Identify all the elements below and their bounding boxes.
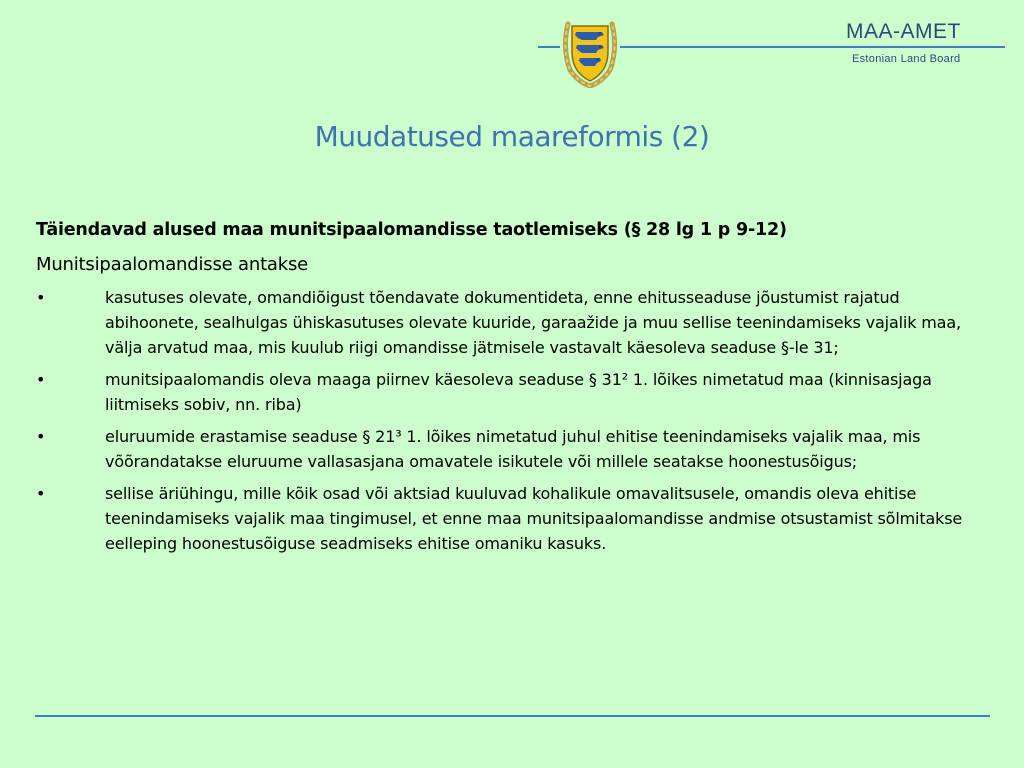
estonian-coat-of-arms-icon	[560, 18, 620, 88]
lead-text: Munitsipaalomandisse antakse	[36, 254, 309, 275]
list-item	[36, 367, 986, 417]
slide-title: Muudatused maareformis (2)	[314, 120, 710, 153]
list-item	[36, 424, 986, 474]
brand-name: MAA-AMET	[846, 20, 961, 43]
slide-content	[36, 220, 986, 563]
list-item	[36, 481, 986, 556]
bullet-icon: •	[36, 370, 46, 389]
bullet-icon: •	[36, 484, 46, 503]
bullet-text: munitsipaalomandis oleva maaga piirnev käesoleva seaduse § 31² 1. lõikes nimetatud maa (kinnisasjaga liitmiseks sobiv, nn. riba)	[105, 370, 932, 414]
bullet-list	[36, 285, 986, 556]
bullet-text: kasutuses olevate, omandiõigust tõendavate dokumentideta, enne ehitusseaduse jõustumist rajatud abihoonete, sealhulgas ühiskasutuses olevate kuuride, garaažide ja muu sellise teenindamiseks vajalik maa, välja arvatud maa, mis kuulub riigi omandisse jätmisele vastavalt käesoleva seaduse §-le 31;	[105, 288, 961, 357]
header-rule-left	[538, 46, 560, 48]
footer-rule	[35, 715, 990, 717]
bullet-text: eluruumide erastamise seaduse § 21³ 1. lõikes nimetatud juhul ehitise teenindamiseks vajalik maa, mis võõrandatakse eluruume vallasasjana omavatele isikutele või millele seatakse hoonestusõigus;	[105, 427, 921, 471]
bullet-text: sellise äriühingu, mille kõik osad või aktsiad kuuluvad kohalikule omavalitsusele, omandis oleva ehitise teenindamiseks vajalik maa tingimusel, et enne maa munitsipaalomandisse andmise otsustamist sõlmitakse eelleping hoonestusõiguse seadmiseks ehitise omaniku kasuks.	[105, 484, 963, 553]
list-item	[36, 285, 986, 360]
bullet-icon: •	[36, 427, 46, 446]
header-rule-right	[620, 46, 1005, 48]
subheading: Täiendavad alused maa munitsipaalomandisse taotlemiseks (§ 28 lg 1 p 9-12)	[36, 220, 787, 240]
bullet-icon: •	[36, 288, 46, 307]
brand-subtitle: Estonian Land Board	[852, 53, 961, 65]
